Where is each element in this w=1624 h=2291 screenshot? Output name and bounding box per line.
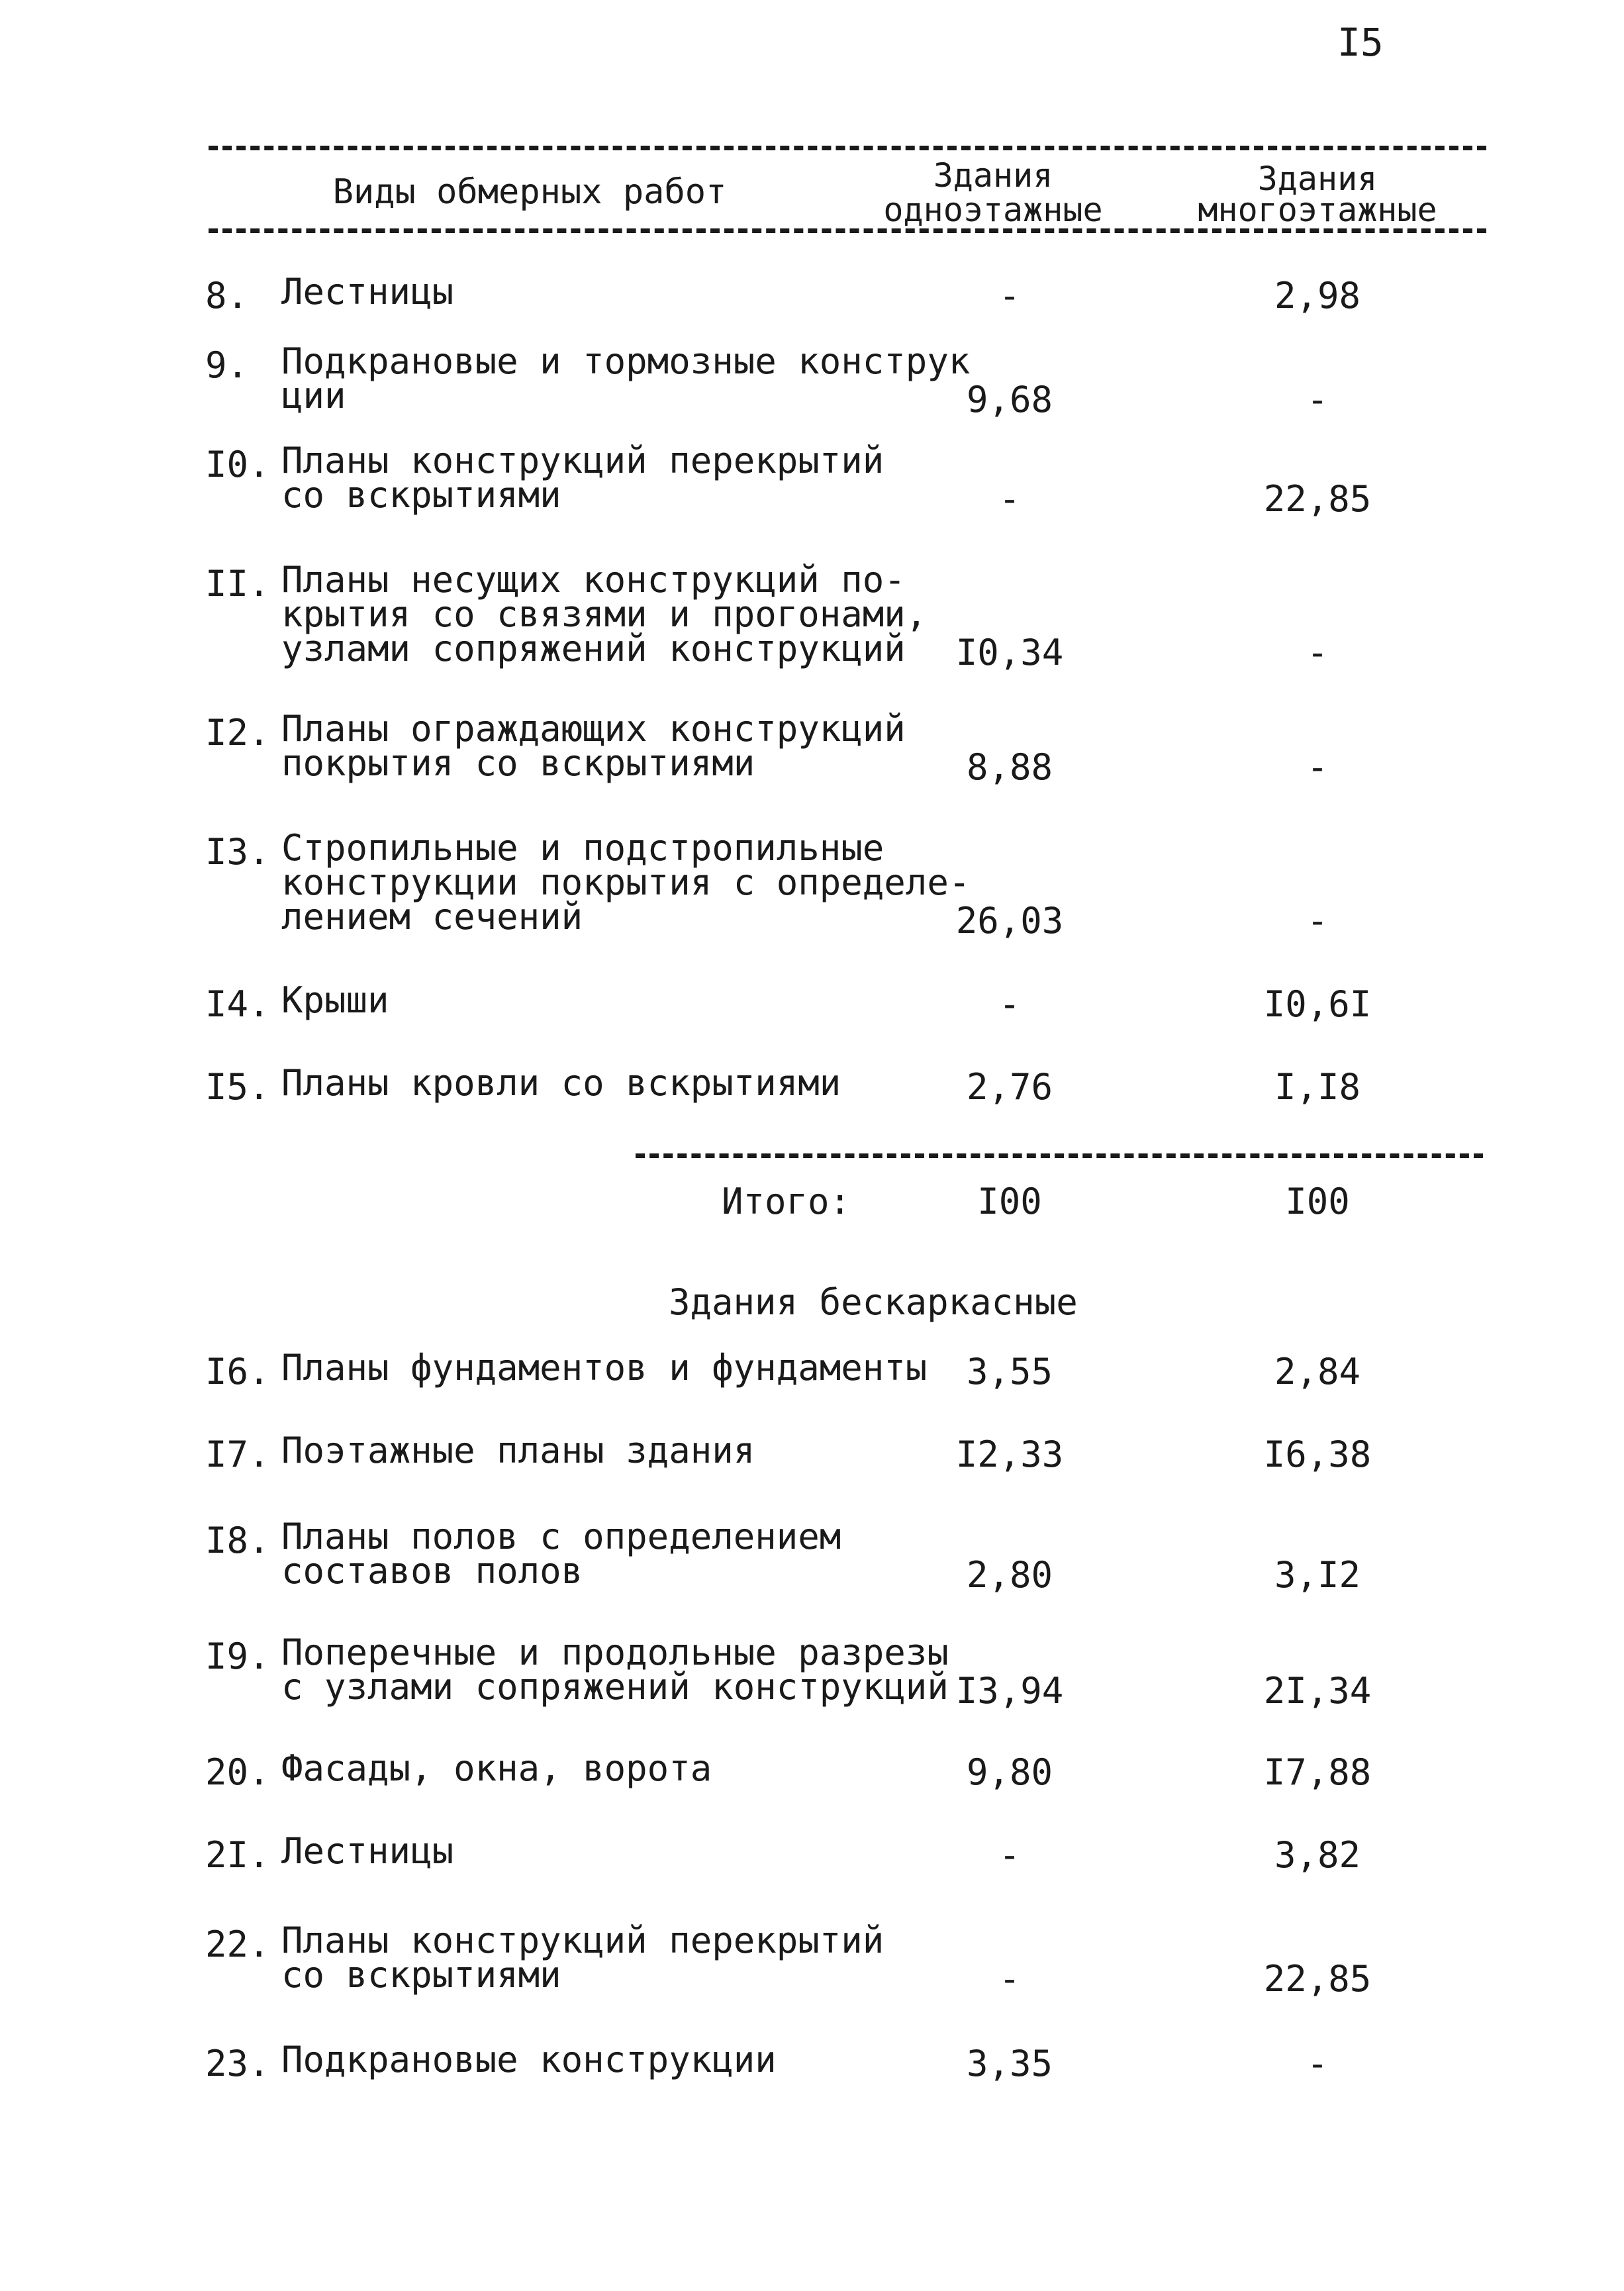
header-col-single-line2: одноэтажные [883,191,1103,229]
row-value-multi: 3,82 [1274,1834,1361,1876]
row-number: 8. [205,275,249,317]
row-value-multi: I7,88 [1263,1751,1372,1793]
row-number: I8. [205,1520,270,1561]
row-name: Лестницы [281,271,454,313]
row-name: Планы полов с определением составов полов [281,1516,841,1592]
row-value-multi: I,I8 [1274,1066,1361,1108]
row-value-multi: - [1306,746,1329,788]
row-value-single: - [998,983,1021,1025]
row-name: Планы несущих конструкций по- крытия со связями и прогонами, узлами сопряжений конструкций [281,559,928,669]
total-value-single: I00 [977,1181,1042,1222]
row-value-single: I0,34 [955,632,1064,673]
row-number: 2I. [205,1834,270,1876]
header-col-name: Виды обмерных работ [332,172,727,212]
row-value-single: I2,33 [955,1434,1064,1475]
row-number: I5. [205,1066,270,1108]
total-value-multi: I00 [1285,1181,1350,1222]
row-value-multi: - [1306,379,1329,420]
row-number: 23. [205,2043,270,2084]
row-number: I9. [205,1635,270,1677]
row-value-single: 2,80 [966,1554,1053,1596]
section-title: Здания бескаркасные [669,1281,1078,1323]
row-number: 9. [205,344,249,386]
row-number: I0. [205,444,270,485]
row-number: I2. [205,712,270,754]
row-value-single: I3,94 [955,1670,1064,1712]
row-name: Крыши [281,979,389,1021]
row-name: Планы конструкций перекрытий со вскрытиями [281,440,884,516]
row-name: Стропильные и подстропильные конструкции покрытия с определе- лением сечений [281,827,971,938]
total-rule [636,1153,1483,1158]
row-name: Подкрановые конструкции [281,2039,777,2080]
row-number: II. [205,563,270,605]
row-name: Поперечные и продольные разрезы с узлами сопряжений конструкций [281,1632,949,1708]
row-value-multi: I0,6I [1263,983,1372,1025]
row-value-multi: 22,85 [1263,1958,1372,2000]
page-number: I5 [1337,20,1384,65]
row-name: Фасады, окна, ворота [281,1747,712,1789]
row-number: 22. [205,1924,270,1965]
row-value-single: 9,68 [966,379,1053,420]
row-number: I3. [205,831,270,873]
row-value-multi: - [1306,2043,1329,2084]
row-value-multi: 2,84 [1274,1351,1361,1392]
row-number: I4. [205,983,270,1025]
row-value-multi: - [1306,900,1329,942]
row-value-multi: 2I,34 [1263,1670,1372,1712]
header-bottom-rule [209,228,1486,233]
row-name: Подкрановые и тормозные конструк ции [281,340,971,416]
row-value-single: - [998,478,1021,520]
row-value-single: 3,55 [966,1351,1053,1392]
row-name: Лестницы [281,1830,454,1872]
row-name: Планы конструкций перекрытий со вскрытиями [281,1920,884,1996]
row-value-multi: 3,I2 [1274,1554,1361,1596]
row-value-single: 8,88 [966,746,1053,788]
row-value-multi: 2,98 [1274,275,1361,317]
header-top-rule [209,146,1486,150]
row-number: 20. [205,1751,270,1793]
row-value-single: - [998,275,1021,317]
header-col-multi-line2: многоэтажные [1198,191,1437,229]
row-name: Поэтажные планы здания [281,1430,755,1471]
row-name: Планы кровли со вскрытиями [281,1062,841,1104]
row-value-single: 26,03 [955,900,1064,942]
row-name: Планы фундаментов и фундаменты [281,1347,928,1389]
row-value-single: - [998,1834,1021,1876]
row-value-multi: - [1306,632,1329,673]
row-number: I6. [205,1351,270,1392]
row-number: I7. [205,1434,270,1475]
header-col-multi-line1: Здания [1257,160,1378,198]
row-value-single: - [998,1958,1021,2000]
row-value-single: 2,76 [966,1066,1053,1108]
row-name: Планы ограждающих конструкций покрытия со вскрытиями [281,708,906,784]
row-value-multi: I6,38 [1263,1434,1372,1475]
total-label: Итого: [722,1181,851,1222]
row-value-single: 3,35 [966,2043,1053,2084]
header-col-single-line1: Здания [933,156,1053,195]
row-value-multi: 22,85 [1263,478,1372,520]
row-value-single: 9,80 [966,1751,1053,1793]
